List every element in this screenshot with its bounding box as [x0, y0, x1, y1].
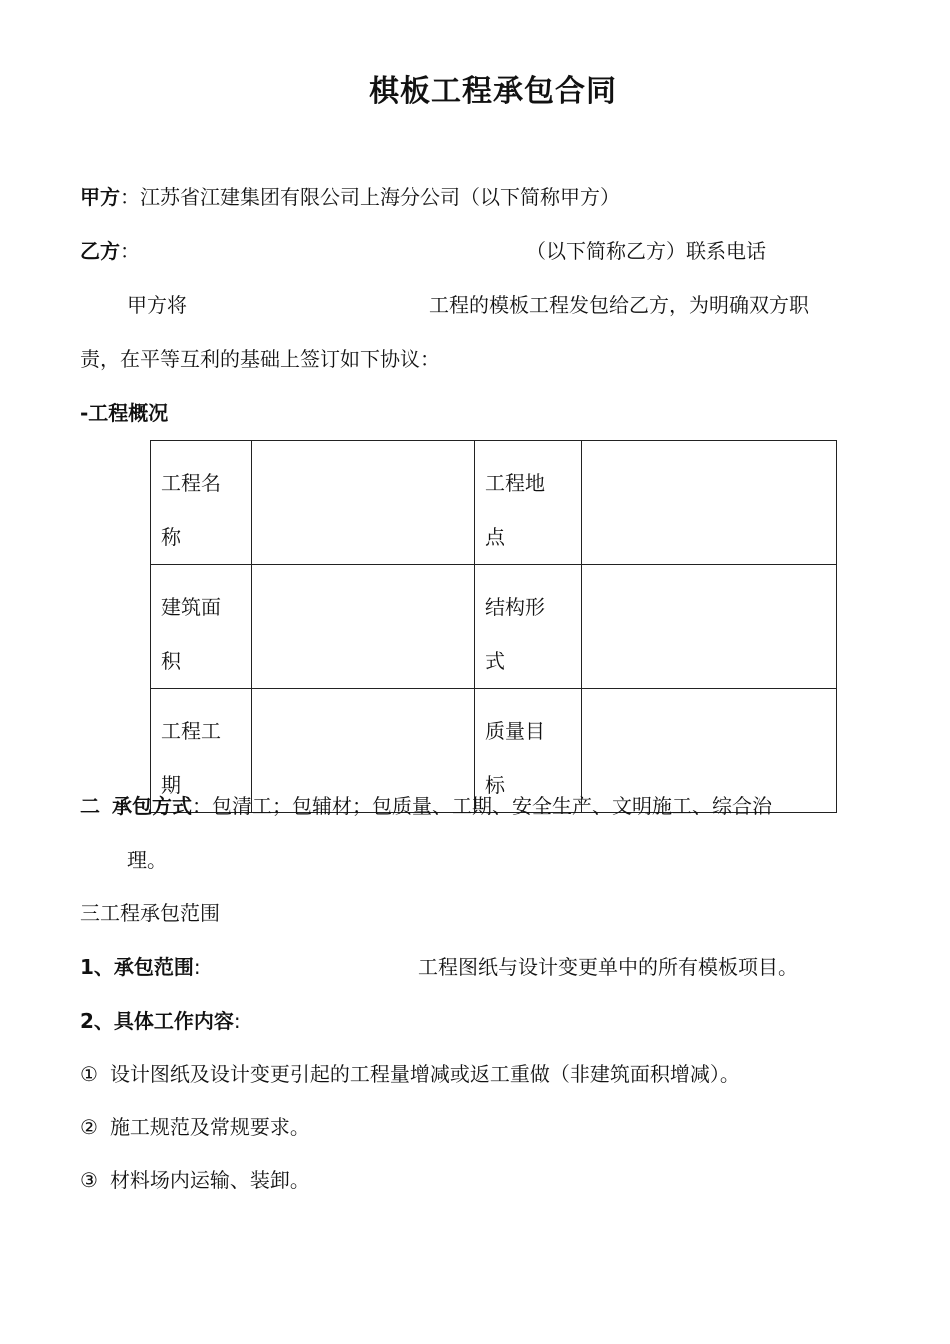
project-name-label: 工程名称: [161, 471, 221, 549]
project-location-value: [582, 441, 836, 564]
intro-part3: 责，在平等互利的基础上签订如下协议：: [80, 347, 440, 371]
item2-line: [80, 1006, 241, 1036]
section1-heading: -工程概况: [80, 401, 169, 425]
table-row: [151, 565, 837, 689]
project-name-value: [252, 441, 474, 564]
section2-text: ：包清工；包辅材；包质量、工期、安全生产、文明施工、综合治: [192, 794, 772, 818]
table-cell-value: [252, 565, 475, 689]
section2-line: [80, 791, 772, 821]
structure-type-value: [582, 565, 836, 688]
work-item: [80, 1059, 740, 1089]
project-location-label: 工程地点: [485, 471, 545, 549]
item1-label: 1、承包范围: [80, 955, 194, 979]
table-cell-value: [582, 565, 837, 689]
work-item-marker: ①: [80, 1062, 98, 1086]
building-area-value: [252, 565, 474, 688]
work-item-text: 材料场内运输、装卸。: [109, 1168, 310, 1192]
table-cell-value: [582, 441, 837, 565]
table-cell-value: [252, 441, 475, 565]
item2-label: 2、具体工作内容: [80, 1009, 234, 1033]
party-b-colon: ：: [120, 239, 140, 263]
table-cell-label: [475, 441, 582, 565]
overview-table: [150, 440, 837, 813]
item1-text: 工程图纸与设计变更单中的所有模板项目。: [418, 955, 798, 979]
section2-number: 二: [80, 794, 100, 818]
project-duration-label: 工程工期: [161, 719, 221, 797]
intro-part2: 工程的模板工程发包给乙方，为明确双方职: [429, 293, 809, 317]
party-a-line: [80, 182, 620, 212]
work-item-text: 施工规范及常规要求。: [109, 1115, 310, 1139]
table-cell-label: [151, 441, 252, 565]
work-item-marker: ③: [80, 1168, 98, 1192]
party-b-label: 乙方: [80, 239, 120, 263]
section2-heading: 承包方式: [112, 794, 192, 818]
party-a-label: 甲方: [80, 185, 120, 209]
work-item-text: 设计图纸及设计变更引起的工程量增减或返工重做（非建筑面积增减）。: [109, 1062, 740, 1086]
section3-heading: 三工程承包范围: [80, 901, 220, 925]
work-item: [80, 1165, 310, 1195]
table-row: [151, 441, 837, 565]
item1-colon: :: [193, 955, 201, 979]
party-b-text: （以下简称乙方）联系电话: [526, 239, 766, 263]
table-cell-label: [151, 565, 252, 689]
item2-colon: :: [233, 1009, 241, 1033]
intro-part1: 甲方将: [127, 293, 187, 317]
structure-type-label: 结构形式: [485, 595, 545, 673]
party-a-text: ：江苏省江建集团有限公司上海分公司（以下简称甲方）: [120, 185, 620, 209]
building-area-label: 建筑面积: [161, 595, 221, 673]
work-item-marker: ②: [80, 1115, 98, 1139]
quality-target-label: 质量目标: [485, 719, 545, 797]
document-title: 棋板工程承包合同: [369, 74, 617, 109]
work-item: [80, 1112, 310, 1142]
item1-line: [80, 952, 201, 982]
table-cell-label: [475, 565, 582, 689]
section2-text-continued: 理。: [127, 848, 167, 872]
party-b-line: [80, 236, 140, 266]
